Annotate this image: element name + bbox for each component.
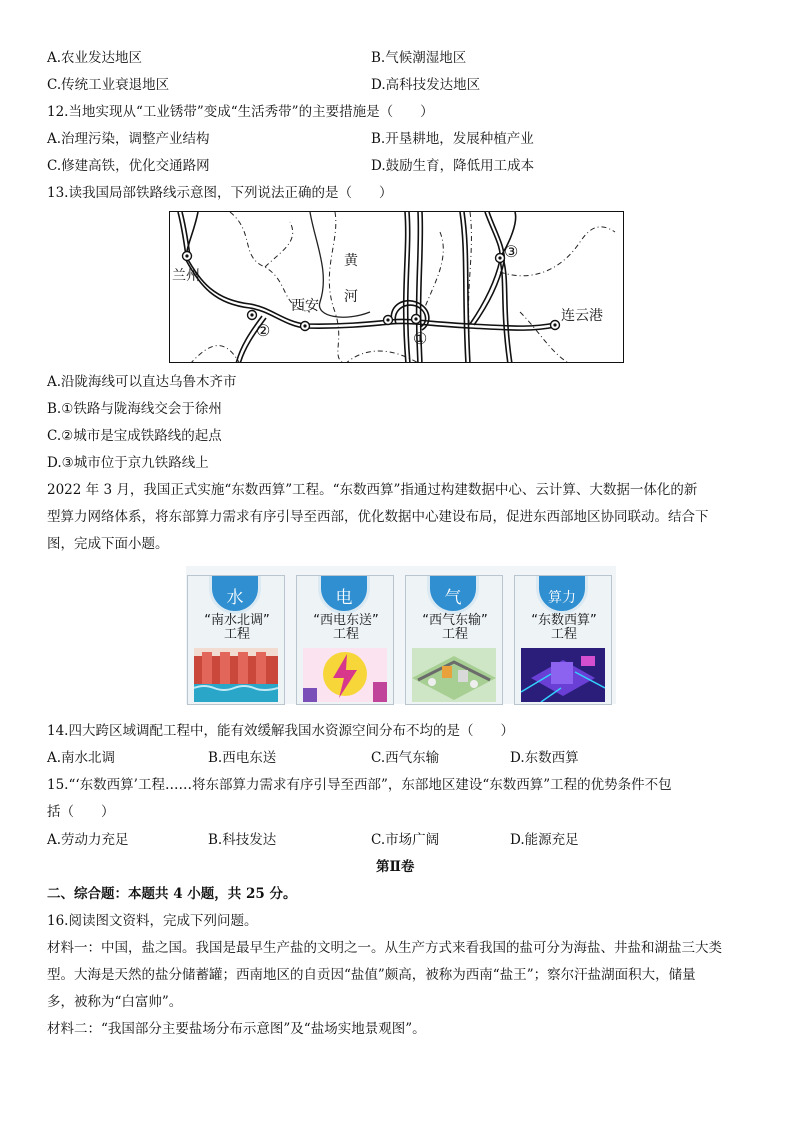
q16-stem: 16.阅读图文资料，完成下列问题。 [47,913,258,929]
intro-line-1: 2022 年 3 月，我国正式实施“东数西算”工程。“东数西算”指通过构建数据中心、云计算、大数据一体化的新 [47,482,698,498]
q16-material-2: 材料二：“我国部分主要盐场分布示意图”及“盐场实地景观图”。 [47,1021,426,1037]
computing-icon: 算力 [536,575,588,614]
q11-option-c: C.传统工业衰退地区 [47,77,170,93]
q15-option-a: A.劳动力充足 [47,832,129,848]
q13-option-c: C.②城市是宝成铁路线的起点 [47,428,222,444]
map-label-he: 河 [344,289,358,305]
q13-option-a: A.沿陇海线可以直达乌鲁木齐市 [47,374,237,390]
project-title-water: “南水北调” 工程 [204,613,270,642]
map-label-huang: 黄 [344,253,358,269]
railway-map [169,211,624,363]
q11-option-a: A.农业发达地区 [47,50,143,66]
q12-option-c: C.修建高铁，优化交通路网 [47,158,210,174]
water-icon: 水 [209,575,261,614]
gas-icon: 气 [427,575,479,614]
data-center-illustration [521,648,605,702]
power-illustration [303,648,387,702]
q15-option-c: C.市场广阔 [371,832,440,848]
project-title-electricity: “西电东送” 工程 [313,613,379,642]
q16-material-1-line-3: 多，被称为“白富帅”。 [47,994,183,1010]
q14-option-c: C.西气东输 [371,750,440,766]
section-title: 第Ⅱ卷 [376,859,415,875]
q11-option-b: B.气候潮湿地区 [371,50,467,66]
q14-stem: 14.四大跨区域调配工程中，能有效缓解我国水资源空间分布不均的是（ ） [47,723,514,739]
project-card-electricity [296,575,394,705]
q12-option-b: B.开垦耕地，发展种植产业 [371,131,534,147]
q13-option-b: B.①铁路与陇海线交会于徐州 [47,401,222,417]
q16-material-1-line-1: 材料一：中国，盐之国。我国是最早生产盐的文明之一。从生产方式来看我国的盐可分为海盐、井盐和湖盐三大类 [47,940,722,956]
project-card-computing [514,575,612,705]
railway-map-drawing [170,212,624,363]
map-marker-2: ② [256,321,271,340]
project-title-gas: “西气东输” 工程 [422,613,488,642]
q13-stem: 13.读我国局部铁路线示意图，下列说法正确的是（ ） [47,185,393,201]
q14-option-b: B.西电东送 [208,750,277,766]
map-marker-3: ③ [504,242,519,261]
q15-stem-line-2: 括（ ） [47,804,115,820]
gas-pipeline-illustration [412,648,496,702]
q15-option-d: D.能源充足 [510,832,579,848]
q14-option-d: D.东数西算 [510,750,579,766]
intro-line-2: 型算力网络体系，将东部算力需求有序引导至西部，优化数据中心建设布局，促进东西部地区协同联动。结合下 [47,509,709,525]
q15-option-b: B.科技发达 [208,832,277,848]
q11-option-d: D.高科技发达地区 [371,77,481,93]
dam-illustration [194,648,278,702]
project-card-water [187,575,285,705]
q12-option-d: D.鼓励生育，降低用工成本 [371,158,535,174]
q12-stem: 12.当地实现从“工业锈带”变成“生活秀带”的主要措施是（ ） [47,104,434,120]
project-card-gas [405,575,503,705]
electricity-icon: 电 [318,575,370,614]
map-label-lanzhou: 兰州 [172,268,200,284]
q16-material-1-line-2: 型。大海是天然的盐分储蓄罐；西南地区的自贡因“盐值”颇高，被称为西南“盐王”；察尔汗盐湖面积大，储量 [47,967,696,983]
intro-line-3: 图，完成下面小题。 [47,536,169,552]
q14-option-a: A.南水北调 [47,750,116,766]
q12-option-a: A.治理污染，调整产业结构 [47,131,210,147]
map-label-lianyungang: 连云港 [561,308,603,324]
section-heading: 二、综合题：本题共 4 小题，共 25 分。 [47,886,297,902]
map-marker-1: ① [413,329,428,348]
q15-stem-line-1: 15.“‘东数西算’工程……将东部算力需求有序引导至西部”，东部地区建设“东数西算”工程的优势条件不包 [47,777,672,793]
map-label-xian: 西安 [291,298,319,314]
q13-option-d: D.③城市位于京九铁路线上 [47,455,209,471]
project-title-computing: “东数西算” 工程 [531,613,597,642]
